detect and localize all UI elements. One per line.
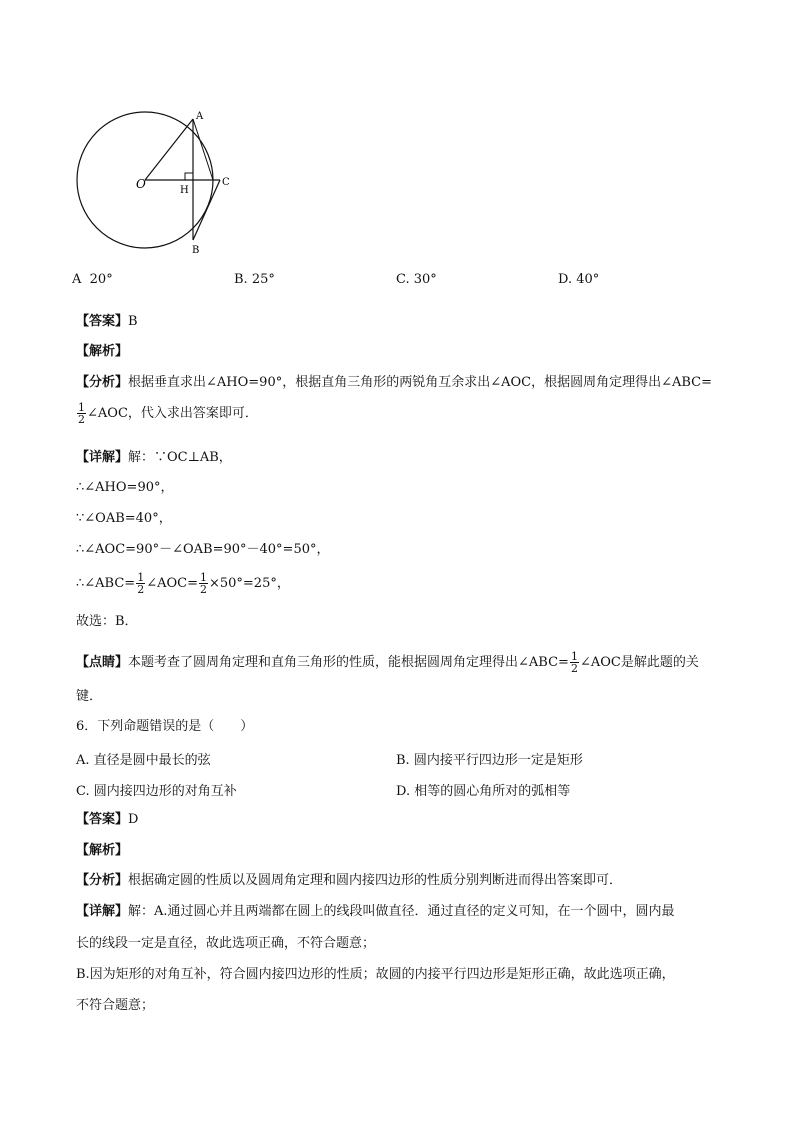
- label-A: A: [196, 111, 204, 122]
- fraction: $\frac{1}{2}$: [137, 571, 145, 596]
- q5-option-b: B. 25°: [234, 272, 275, 287]
- q5-option-c: C. 30°: [396, 272, 437, 287]
- q5-detail-line3: ∵∠OAB=40°，: [76, 511, 172, 526]
- q5-analysis-heading: 【解析】: [76, 344, 129, 359]
- q6-option-c: C. 圆内接四边形的对角互补: [76, 784, 237, 799]
- q5-detail-line6: 故选：B．: [76, 614, 138, 629]
- q6-detail-line1: 【详解】解：A.通过圆心并且两端都在圆上的线段叫做直径．通过直径的定义可知，在一个圆中，圆内最: [76, 904, 675, 919]
- q6-option-b: B. 圆内接平行四边形一定是矩形: [396, 753, 583, 768]
- q5-option-a: A 20°: [72, 272, 113, 287]
- label-H: H: [180, 185, 189, 196]
- fraction: $\frac{1}{2}$: [78, 401, 85, 426]
- q6-detail-line2: 长的线段一定是直径，故此选项正确，不符合题意；: [76, 936, 376, 951]
- q5-detail-line2: ∴∠AHO=90°，: [76, 480, 174, 495]
- q5-answer: 【答案】B: [76, 314, 138, 329]
- q6-analysis-heading: 【解析】: [76, 843, 129, 858]
- fraction: $\frac{1}{2}$: [570, 650, 578, 675]
- q5-option-d: D. 40°: [558, 272, 600, 287]
- label-C: C: [222, 177, 230, 188]
- q5-fenxi-line2: $\frac{1}{2}$ ∠AOC，代入求出答案即可．: [78, 401, 258, 426]
- label-O: O: [136, 177, 146, 191]
- q6-detail-line4: 不符合题意；: [76, 998, 155, 1013]
- q6-stem: 6．下列命题错误的是（ ）: [76, 719, 254, 734]
- segment-AC: [193, 119, 213, 180]
- label-B: B: [192, 245, 200, 256]
- segment-OA: [145, 119, 193, 180]
- fraction: $\frac{1}{2}$: [199, 571, 207, 596]
- q5-comment-line1: 【点睛】本题考查了圆周角定理和直角三角形的性质，能根据圆周角定理得出∠ABC= $\frac{1}{2}$ ∠AOC是解此题的关: [76, 650, 699, 675]
- q6-option-a: A. 直径是圆中最长的弦: [76, 753, 211, 768]
- right-angle-mark: [185, 173, 193, 180]
- q5-detail-line1: 【详解】解：∵OC⊥AB，: [76, 450, 232, 465]
- q5-fenxi-line1: 【分析】根据垂直求出∠AHO=90°，根据直角三角形的两锐角互余求出∠AOC，根据圆周角定理得出∠ABC=: [76, 375, 713, 390]
- q5-detail-line4: ∴∠AOC=90°－∠OAB=90°－40°=50°，: [76, 542, 330, 557]
- q6-option-d: D. 相等的圆心角所对的弧相等: [396, 784, 571, 799]
- q6-answer: 【答案】D: [76, 812, 139, 827]
- q6-fenxi: 【分析】根据确定圆的性质以及圆周角定理和圆内接四边形的性质分别判断进而得出答案即可．: [76, 873, 623, 888]
- q6-detail-line3: B.因为矩形的对角互补，符合圆内接四边形的性质；故圆的内接平行四边形是矩形正确，故此选项正确，: [76, 967, 675, 982]
- q5-comment-line2: 键．: [76, 689, 103, 704]
- q5-detail-line5: ∴∠ABC= $\frac{1}{2}$ ∠AOC= $\frac{1}{2}$ ×50°=25°，: [76, 571, 290, 596]
- segment-BC: [193, 180, 220, 240]
- circle-figure: [70, 105, 250, 260]
